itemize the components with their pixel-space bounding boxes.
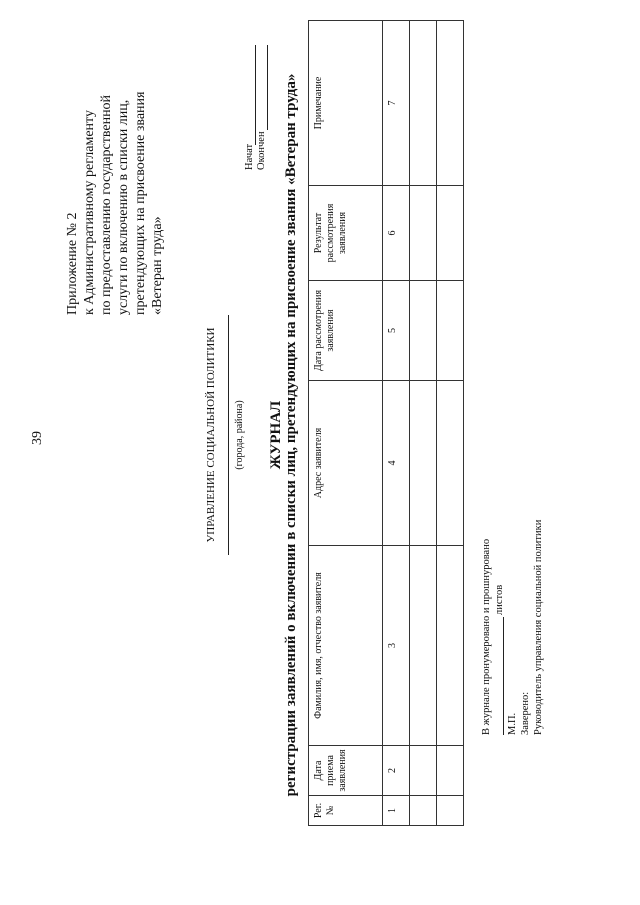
table-cell (437, 796, 464, 826)
table-cell: 5 (383, 281, 410, 381)
appendix-line-4: услуги по включению в списки лиц, (116, 99, 131, 315)
journal-title: ЖУРНАЛ (268, 400, 284, 470)
footer-block (480, 520, 545, 735)
department-name: УПРАВЛЕНИЕ СОЦИАЛЬНОЙ ПОЛИТИКИ (205, 327, 217, 543)
table-cell (437, 186, 464, 281)
col-header-review-result: Результат рассмотрения заявления (309, 186, 383, 281)
footer-line-2: листов (494, 584, 505, 615)
department-underline (228, 315, 229, 555)
table-cell (410, 796, 437, 826)
appendix-line-1: Приложение № 2 (65, 212, 80, 315)
table-cell (410, 21, 437, 186)
table-header-row (309, 21, 383, 826)
table-cell: 7 (383, 21, 410, 186)
table-cell (410, 281, 437, 381)
appendix-block (64, 5, 166, 315)
appendix-line-6: «Ветеран труда» (150, 216, 165, 315)
page-number: 39 (30, 431, 45, 445)
table-cell (410, 381, 437, 546)
dates-block (244, 131, 268, 170)
table-cell (410, 186, 437, 281)
table-cell (437, 746, 464, 796)
table-cell (437, 281, 464, 381)
table-cell (437, 381, 464, 546)
table-cell: 4 (383, 381, 410, 546)
started-label: Начат (244, 143, 255, 170)
footer-line-3: М.П. (507, 712, 518, 735)
journal-subtitle: регистрации заявлений о включении в списки лиц, претендующих на присвоение звания «Ветеран труда» (283, 73, 299, 797)
started-line (255, 45, 256, 145)
col-header-reg-no: Рег. № (309, 796, 383, 826)
col-header-applicant-address: Адрес заявителя (309, 381, 383, 546)
table-row (383, 21, 410, 826)
sheet-count-line (503, 617, 504, 735)
appendix-line-5: претендующих на присвоение звания (133, 91, 148, 315)
appendix-line-2: к Административному регламенту (82, 110, 97, 315)
appendix-line-3: по предоставлению государственной (99, 94, 114, 315)
table-cell: 2 (383, 746, 410, 796)
table-cell (437, 546, 464, 746)
finished-label: Окончен (256, 131, 267, 170)
col-header-review-date: Дата рассмотрения заявления (309, 281, 383, 381)
col-header-receipt-date: Дата приема заявления (309, 746, 383, 796)
journal-table (308, 20, 464, 826)
finished-line (267, 45, 268, 130)
footer-line-5: Руководитель управления социальной политики (533, 519, 544, 735)
col-header-note: Примечание (309, 21, 383, 186)
city-caption: (города, района) (234, 400, 245, 470)
table-cell: 1 (383, 796, 410, 826)
table-cell (410, 546, 437, 746)
table-cell: 3 (383, 546, 410, 746)
col-header-applicant-name: Фамилия, имя, отчество заявителя (309, 546, 383, 746)
footer-line-4: Заверено: (520, 691, 531, 735)
table-cell: 6 (383, 186, 410, 281)
table-row (410, 21, 437, 826)
table-row (437, 21, 464, 826)
table-cell (437, 21, 464, 186)
footer-line-1: В журнале пронумеровано и прошнуровано (481, 538, 492, 735)
table-cell (410, 746, 437, 796)
